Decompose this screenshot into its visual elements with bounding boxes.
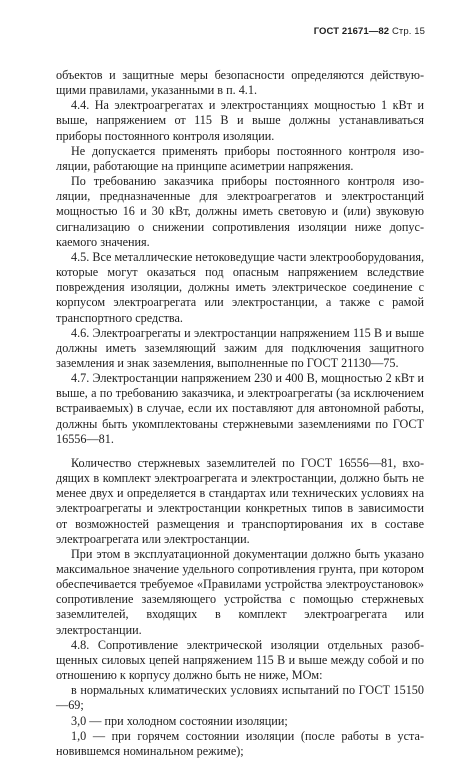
page-header <box>314 26 425 37</box>
paragraph: По требованию заказчика приборы постоянного контроля изоляции, предназначенные для электроагрегатов и электростанций мощностью 16 и 30 кВт, должны иметь световую и (или) звуковую сигнализацию о снижении сопротивления изоляции ниже допускаемого значения. <box>56 174 424 249</box>
paragraph: Не допускается применять приборы постоянного контроля изоляции, работающие на принципе асиметрии напряжения. <box>56 143 424 173</box>
paragraph: в нормальных климатических условиях испытаний по ГОСТ 15150—69; <box>56 683 424 713</box>
paragraph: 4.6. Электроагрегаты и электростанции напряжением 115 В и выше должны иметь заземляющий зажим для подключения защитного заземления и знак заземления, выполненные по ГОСТ 21130—75. <box>56 325 424 370</box>
paragraph: 4.8. Сопротивление электрической изоляции отдельных разобщенных силовых цепей напряжением 115 В и выше между собой и по отношению к корпусу должно быть не ниже, МОм: <box>56 637 424 683</box>
paragraph: При этом в эксплуатационной документации должно быть указано максимальное значение удельного сопротивления грунта, при котором обеспечивается требуемое «Правилами устройства электроустановок» сопротивление заземляющего устройства с помощью стержневых заземлителей, входящих в комплект электроагрегата или электростанции. <box>56 546 424 637</box>
paragraph: 3,0 — при холодном состоянии изоляции; <box>71 713 288 728</box>
paragraph: 4.7. Электростанции напряжением 230 и 400 В, мощностью 2 кВт и выше, а по требованию заказчика, и электроагрегаты (за исключением встраиваемых) в случае, если их поставляют для автономной работы, должны быть укомплектованы стержневыми заземлениями по ГОСТ 16556—81. <box>56 371 424 446</box>
page-number: Стр. 15 <box>391 26 425 37</box>
body-text <box>56 68 424 759</box>
paragraph: 4.5. Все металлические нетоковедущие части электрооборудования, которые могут оказаться под опасным напряжением вследствие повреждения изоляции, должны иметь электрическое соединение с корпусом электроагрегата или электростанции, а также с рамой транспортного средства. <box>56 249 425 325</box>
paragraph: 1,0 — при горячем состоянии изоляции (после работы в установившемся номинальном режиме); <box>56 728 424 758</box>
paragraph: 4.4. На электроагрегатах и электростанциях мощностью 1 кВт и выше, напряжением от 115 В и выше должны устанавливаться приборы постоянного контроля изоляции. <box>56 98 424 143</box>
paragraph: Количество стержневых заземлителей по ГОСТ 16556—81, входящих в комплект электроагрегата и электростанции, должно быть не менее двух и определяется в стандартах или технических условиях на электроагрегаты и электростанции конкретных типов в зависимости от возможностей размещения и транспортирования их в составе электроагрегата или электростанции. <box>56 455 424 546</box>
paragraph: объектов и защитные меры безопасности определяются действующими правилами, указанными в п. 4.1. <box>56 68 424 98</box>
gost-number: ГОСТ 21671—82 <box>313 26 390 37</box>
